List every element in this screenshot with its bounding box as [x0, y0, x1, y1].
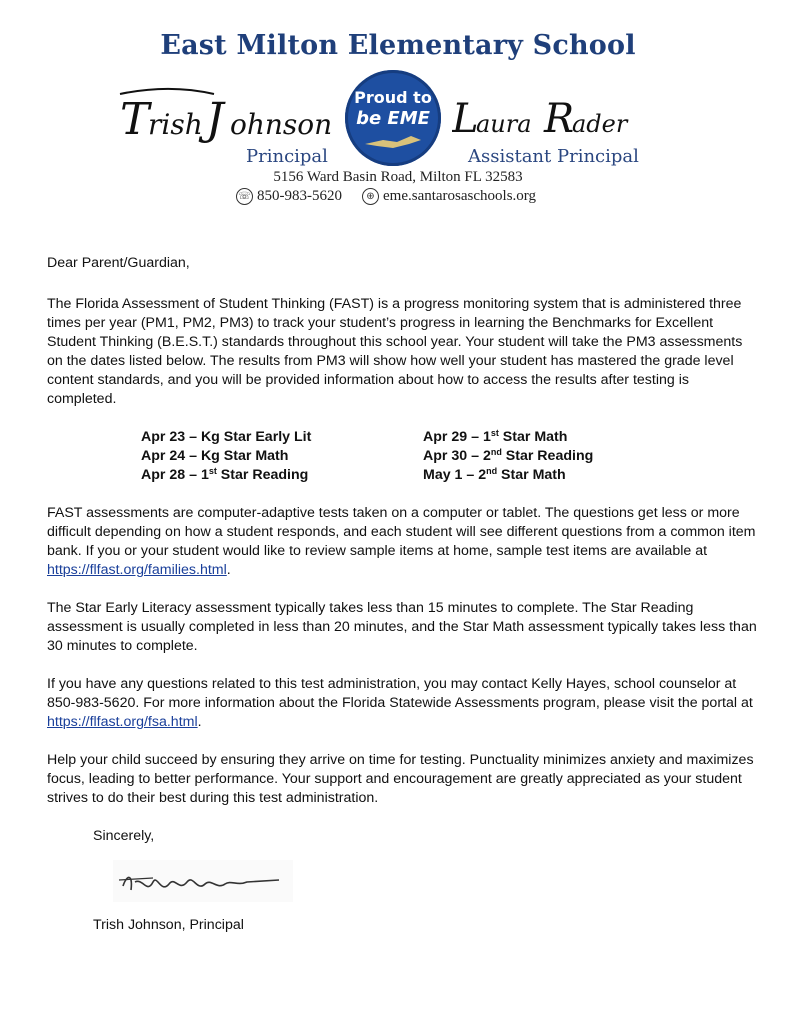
- phone-icon: ☏: [236, 188, 253, 205]
- principal-title: Principal: [246, 146, 328, 167]
- closing: [93, 827, 757, 935]
- schedule-item: Apr 30 – 2nd Star Reading: [423, 447, 594, 464]
- svg-text:J: J: [206, 94, 224, 145]
- sign-off: Sincerely,: [93, 828, 155, 844]
- duration-paragraph: The Star Early Literacy assessment typically takes less than 15 minutes to complete. The Star Reading assessment is usually completed in less than 20 minutes, and the Star Math assessment typically takes less than 30 minutes to complete.: [47, 600, 757, 654]
- website-contact: [362, 188, 536, 205]
- greeting: Dear Parent/Guardian,: [47, 255, 190, 271]
- schedule-item: May 1 – 2nd Star Math: [423, 466, 566, 483]
- schedule-item: Apr 29 – 1st Star Math: [423, 428, 568, 445]
- mascot-icon: [363, 132, 423, 152]
- globe-icon: ⊕: [362, 188, 379, 205]
- proud-to-be-eme-badge: [345, 70, 441, 166]
- schedule-item: Apr 24 – Kg Star Math: [141, 448, 289, 464]
- phone-contact: [236, 188, 342, 205]
- families-link[interactable]: https://flfast.org/families.html: [47, 562, 227, 578]
- letter-body: [47, 254, 757, 935]
- schedule-item: Apr 23 – Kg Star Early Lit: [141, 429, 312, 445]
- questions-paragraph: If you have any questions related to this test administration, you may contact Kelly Hayes, school counselor at 850-983-5620. For more information about the Florida Statewide Assessments program, please visit the portal at https://flfast.org/fsa.html.: [47, 676, 753, 730]
- school-address: 5156 Ward Basin Road, Milton FL 32583: [273, 169, 523, 185]
- fast-paragraph: FAST assessments are computer-adaptive tests taken on a computer or tablet. The questions get less or more difficult depending on how a student responds, and each student will see different questions from a common item bank. If you or your student would like to review sample items at home, sample test items are available at https://flfast.org/families.html.: [47, 505, 756, 578]
- school-name: East Milton Elementary School: [160, 30, 636, 61]
- svg-text:ohnson: ohnson: [230, 108, 333, 141]
- svg-text:T: T: [120, 94, 150, 145]
- assistant-principal-title: Assistant Principal: [468, 146, 639, 167]
- svg-text:L: L: [452, 96, 479, 142]
- svg-text:aura: aura: [476, 110, 532, 138]
- badge-top-text: Proud to: [354, 88, 432, 107]
- handwritten-signature: [113, 860, 293, 902]
- contact-line: [236, 188, 536, 205]
- svg-text:rish: rish: [148, 108, 203, 141]
- schedule-item: Apr 28 – 1st Star Reading: [141, 466, 309, 483]
- intro-paragraph: The Florida Assessment of Student Thinking (FAST) is a progress monitoring system that is administered three times per year (PM1, PM2, PM3) to track your student’s progress in learning the Benchmarks for Excellent Student Thinking (B.E.S.T.) standards throughout this school year. Your student will take the PM3 assessments on the dates listed below. The results from PM3 will show how well your student has mastered the grade level content standards, and you will be provided information about how to access the results after testing is completed.: [47, 296, 743, 407]
- assistant-signature-logo: [452, 86, 652, 146]
- test-schedule: [141, 428, 757, 485]
- fsa-link[interactable]: https://flfast.org/fsa.html: [47, 714, 198, 730]
- svg-text:ader: ader: [572, 110, 628, 138]
- help-paragraph: Help your child succeed by ensuring they arrive on time for testing. Punctuality minimizes anxiety and maximizes focus, leading to better performance. Your support and encouragement are greatly appreciated as your student strives to do their best during this test administration.: [47, 752, 754, 806]
- svg-text:R: R: [544, 96, 575, 142]
- signature-name: Trish Johnson, Principal: [93, 917, 244, 933]
- letterhead: [0, 0, 796, 215]
- badge-bottom-text: be EME: [356, 108, 430, 129]
- website-url: eme.santarosaschools.org: [383, 188, 537, 204]
- phone-number: 850-983-5620: [257, 188, 342, 204]
